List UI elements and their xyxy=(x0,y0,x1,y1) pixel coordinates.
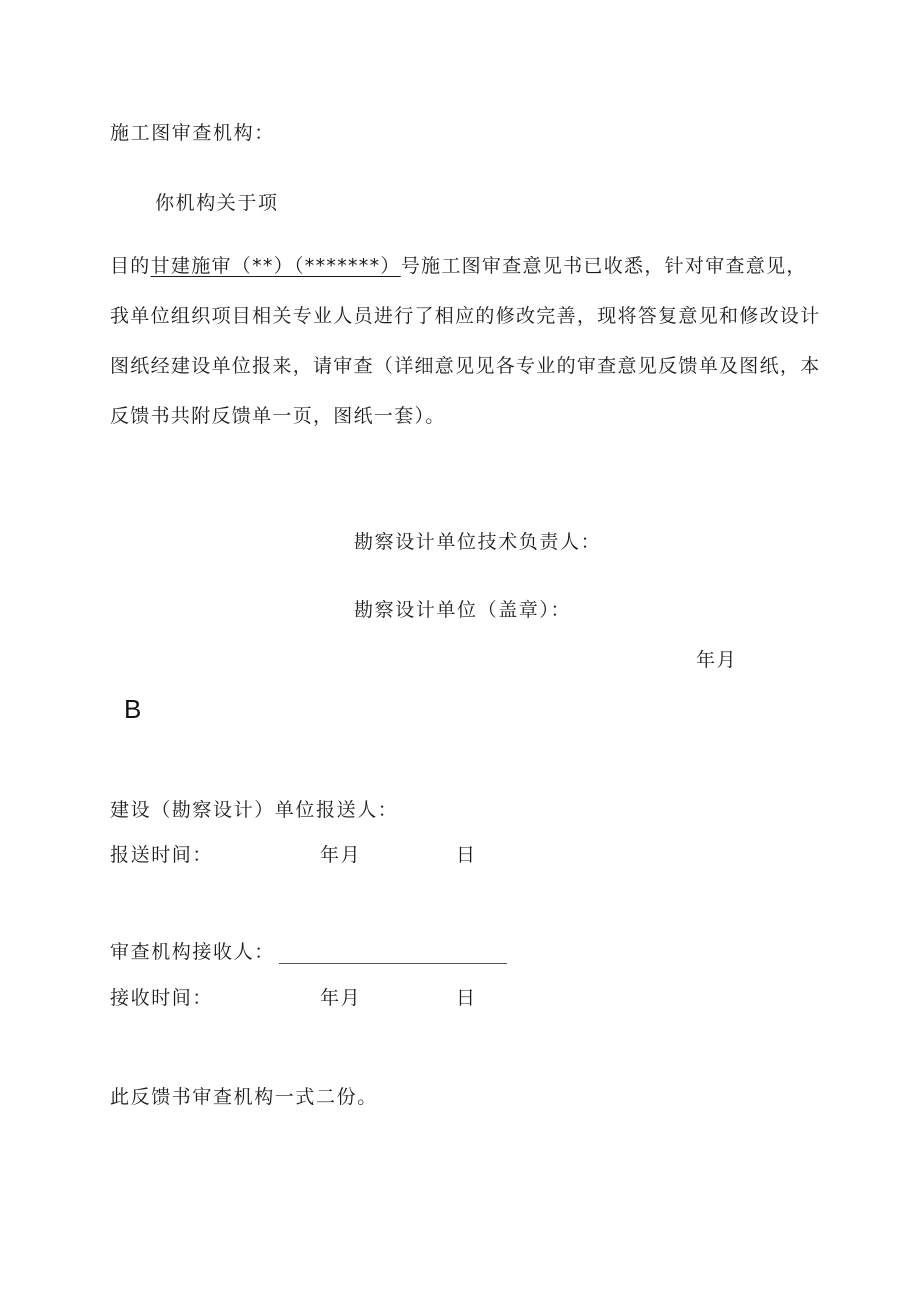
body-row-1 xyxy=(110,241,822,291)
receipt-time-day: 日 xyxy=(456,987,477,1009)
receiver-label: 审查机构接收人： xyxy=(110,941,275,963)
unit-seal-label: 勘察设计单位（盖章）： xyxy=(354,599,572,621)
addressee: 施工图审查机构： xyxy=(110,122,275,144)
section-letter: B xyxy=(124,694,142,724)
footnote: 此反馈书审查机构一式二份。 xyxy=(110,1086,378,1108)
receipt-time-month: 年月 xyxy=(320,987,362,1009)
submission-time-month: 年月 xyxy=(320,844,362,866)
body-row-1-prefix: 目的 xyxy=(110,255,151,277)
receipt-time-label: 接收时间： xyxy=(110,987,214,1009)
body-paragraph xyxy=(110,241,822,441)
reference-number: 甘建施审（**）（*******） xyxy=(150,255,401,277)
body-row-4: 反馈书共附反馈单一页，图纸一套）。 xyxy=(110,405,446,427)
submitter-label: 建设（勘察设计）单位报送人： xyxy=(110,799,399,821)
body-row-3: 图纸经建设单位报来，请审查（详细意见见各专业的审查意见反馈单及图纸，本 xyxy=(110,355,821,377)
receiver-row xyxy=(110,940,507,964)
submission-time-label: 报送时间： xyxy=(110,844,214,866)
receiver-blank-line xyxy=(279,945,507,964)
submission-time-day: 日 xyxy=(456,844,477,866)
signature-date: 年月 xyxy=(696,649,738,671)
body-row-1-suffix: 号施工图审查意见书已收悉，针对审查意见， xyxy=(400,255,807,277)
body-row-2: 我单位组织项目相关专业人员进行了相应的修改完善，现将答复意见和修改设计 xyxy=(110,305,821,327)
tech-lead-label: 勘察设计单位技术负责人： xyxy=(354,531,602,553)
intro-indent: 你机构关于项 xyxy=(155,192,279,214)
